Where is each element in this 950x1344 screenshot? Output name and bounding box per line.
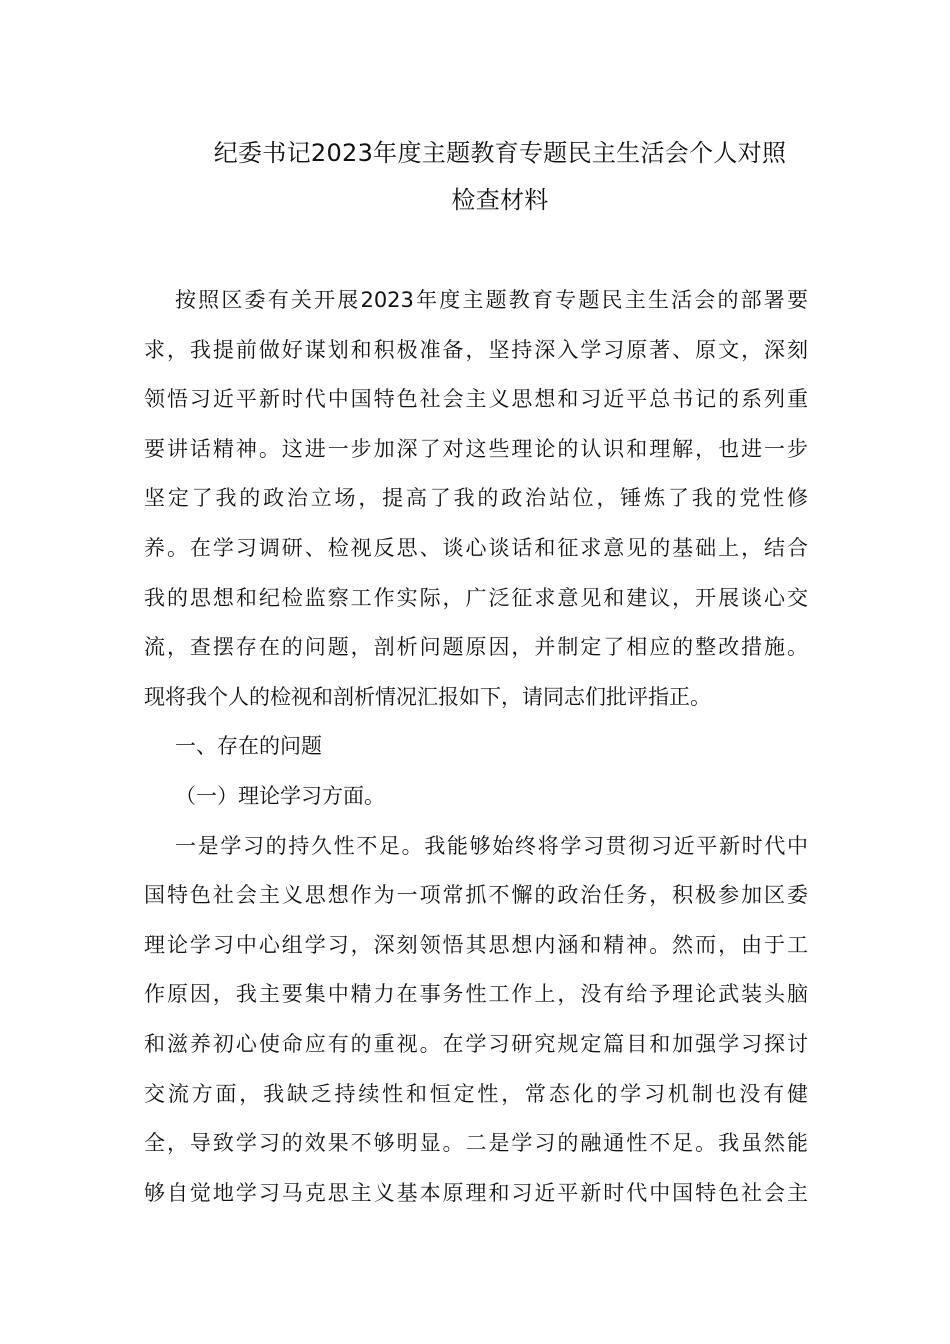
- paragraph-line: 按照区委有关开展2023年度主题教育专题民主生活会的部署要: [175, 288, 808, 312]
- paragraph-line: 领悟习近平新时代中国特色社会主义思想和习近平总书记的系列重: [144, 387, 808, 412]
- paragraph-line: 作原因，我主要集中精力在事务性工作上，没有给予理论武装头脑: [144, 982, 808, 1007]
- paragraph-line: 要讲话精神。这进一步加深了对这些理论的认识和理解，也进一步: [144, 436, 808, 461]
- paragraph-line: 坚定了我的政治立场，提高了我的政治站位，锤炼了我的党性修: [144, 486, 808, 511]
- paragraph-line: 交流方面，我缺乏持续性和恒定性，常态化的学习机制也没有健: [144, 1081, 808, 1106]
- paragraph-line: 我的思想和纪检监察工作实际，广泛征求意见和建议，开展谈心交: [144, 585, 808, 610]
- title-line: 检查材料: [451, 186, 549, 214]
- paragraph-line: 够自觉地学习马克思主义基本原理和习近平新时代中国特色社会主: [144, 1180, 808, 1205]
- document-title: [185, 130, 815, 224]
- section-heading: 一、存在的问题: [175, 734, 322, 759]
- paragraph-line: 现将我个人的检视和剖析情况汇报如下，请同志们批评指正。: [144, 684, 711, 709]
- paragraph-line: 流，查摆存在的问题，剖析问题原因，并制定了相应的整改措施。: [144, 635, 808, 660]
- paragraph-line: 理论学习中心组学习，深刻领悟其思想内涵和精神。然而，由于工: [144, 932, 808, 957]
- paragraph-line: 养。在学习调研、检视反思、谈心谈话和征求意见的基础上，结合: [144, 535, 808, 560]
- title-line: 纪委书记2023年度主题教育专题民主生活会个人对照: [213, 139, 787, 167]
- paragraph-line: 一是学习的持久性不足。我能够始终将学习贯彻习近平新时代中: [175, 833, 808, 858]
- subsection-heading: （一）理论学习方面。: [175, 783, 385, 808]
- document-body: [144, 276, 808, 1218]
- paragraph-line: 求，我提前做好谋划和积极准备，坚持深入学习原著、原文，深刻: [144, 337, 808, 362]
- paragraph-line: 和滋养初心使命应有的重视。在学习研究规定篇目和加强学习探讨: [144, 1031, 808, 1056]
- paragraph-line: 国特色社会主义思想作为一项常抓不懈的政治任务，积极参加区委: [144, 883, 808, 908]
- paragraph-line: 全，导致学习的效果不够明显。二是学习的融通性不足。我虽然能: [144, 1131, 808, 1156]
